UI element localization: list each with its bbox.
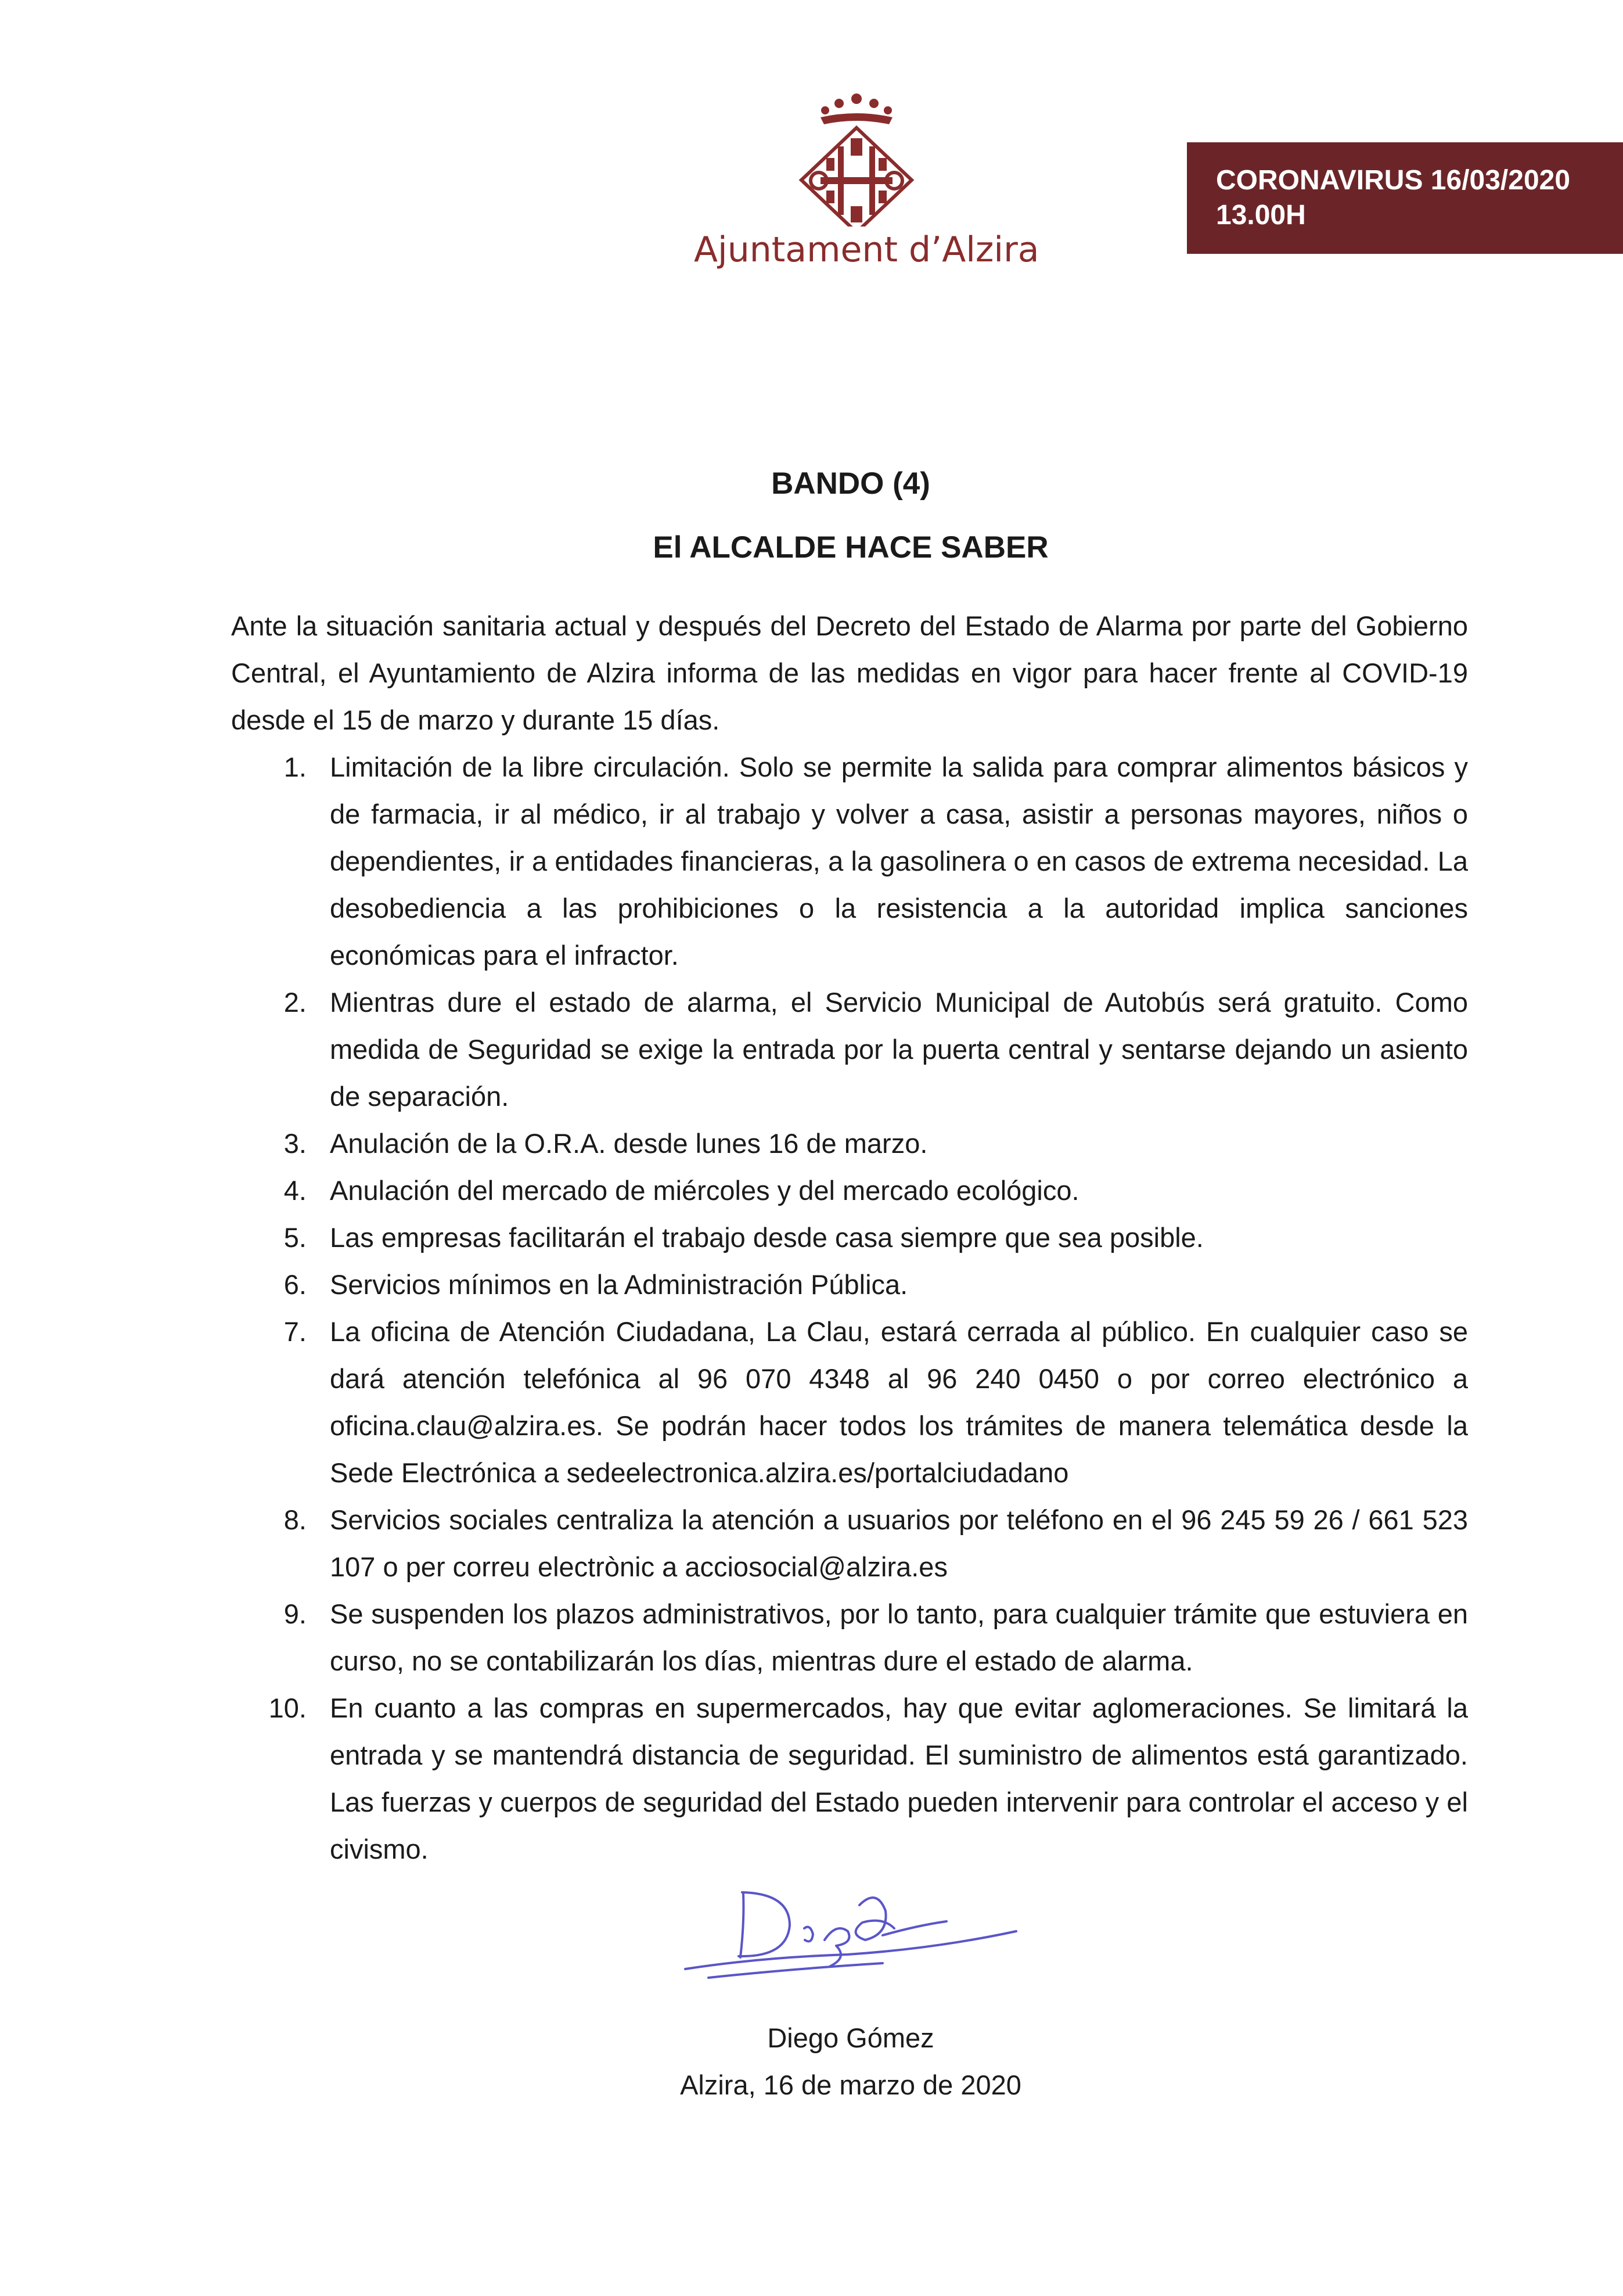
- date-badge: [1187, 142, 1623, 254]
- list-item: [231, 1308, 1468, 1496]
- document-heading: [0, 452, 1623, 580]
- list-item-number: 4.: [283, 1175, 307, 1206]
- list-item: [231, 1167, 1468, 1214]
- document-subtitle: El ALCALDE HACE SABER: [653, 530, 1049, 565]
- signatory-name: Diego Gómez: [767, 2022, 934, 2053]
- intro-paragraph: Ante la situación sanitaria actual y después del Decreto del Estado de Alarma por parte del Gobierno Central, el Ayuntamiento de Alzira informa de las medidas en vigor para hacer frente al COVID-19 desde el 15 de marzo y durante 15 días.: [231, 610, 1468, 735]
- coat-of-arms-icon: [694, 93, 1019, 227]
- badge-time: 13.00H: [1216, 200, 1306, 231]
- list-item-text: Anulación del mercado de miércoles y del mercado ecológico.: [330, 1175, 1079, 1206]
- list-item-text: Anulación de la O.R.A. desde lunes 16 de marzo.: [330, 1128, 928, 1159]
- list-item-text: En cuanto a las compras en supermercados, hay que evitar aglomeraciones. Se limitará la entrada y se mantendrá distancia de seguridad. El suministro de alimentos está garantizado. Las fuerzas y cuerpos de seguridad del Estado pueden intervenir para controlar el acceso y el civismo.: [330, 1693, 1468, 1864]
- list-item: [231, 1684, 1468, 1873]
- document-body: [231, 602, 1468, 1873]
- list-item-number: 8.: [283, 1504, 307, 1535]
- list-item-number: 6.: [283, 1269, 307, 1300]
- list-item-text: Las empresas facilitarán el trabajo desde casa siempre que sea posible.: [330, 1222, 1204, 1253]
- list-item-number: 7.: [283, 1316, 307, 1347]
- list-item-number: 2.: [283, 987, 307, 1018]
- list-item-text: Se suspenden los plazos administrativos, por lo tanto, para cualquier trámite que estuviera en curso, no se contabilizarán los días, mientras dure el estado de alarma.: [330, 1598, 1468, 1676]
- signature-icon: [674, 1870, 1022, 1992]
- list-item: [231, 743, 1468, 979]
- list-item: [231, 1590, 1468, 1684]
- list-item-number: 10.: [268, 1693, 307, 1723]
- list-item-text: Servicios mínimos en la Administración Pública.: [330, 1269, 908, 1300]
- list-item: [231, 1214, 1468, 1261]
- municipal-logo: [694, 93, 1039, 285]
- list-item: [231, 1496, 1468, 1590]
- logo-text: Ajuntament d’Alzira: [694, 229, 1039, 270]
- signatory-block: [0, 2014, 1623, 2108]
- list-item: [231, 1261, 1468, 1308]
- list-item-text: Servicios sociales centraliza la atención a usuarios por teléfono en el 96 245 59 26 / 661 523 107 o per correu electrònic a acciosocial@alzira.es: [330, 1504, 1468, 1582]
- badge-title: CORONAVIRUS 16/03/2020: [1216, 165, 1571, 196]
- list-item: [231, 979, 1468, 1120]
- list-item-number: 9.: [283, 1598, 307, 1629]
- list-item-number: 3.: [283, 1128, 307, 1159]
- list-item-text: La oficina de Atención Ciudadana, La Clau, estará cerrada al público. En cualquier caso se dará atención telefónica al 96 070 4348 al 96 240 0450 o por correo electrónico a oficina.clau@alzira.es. Se podrán hacer todos los trámites de manera telemática desde la Sede Electrónica a sedeelectronica.alzira.es/portalciudadano: [330, 1316, 1468, 1488]
- document-title: BANDO (4): [771, 466, 930, 501]
- list-item-text: Limitación de la libre circulación. Solo se permite la salida para comprar alimentos básicos y de farmacia, ir al médico, ir al trabajo y volver a casa, asistir a personas mayores, niños o dependientes, ir a entidades financieras, a la gasolinera o en casos de extrema necesidad. La desobediencia a las prohibiciones o la resistencia a la autoridad implica sanciones económicas para el infractor.: [330, 752, 1468, 971]
- list-item-number: 5.: [283, 1222, 307, 1253]
- list-item-text: Mientras dure el estado de alarma, el Servicio Municipal de Autobús será gratuito. Como medida de Seguridad se exige la entrada por la puerta central y sentarse dejando un asiento de separación.: [330, 987, 1468, 1112]
- handwritten-signature: [674, 1870, 1022, 1992]
- measures-list: [231, 743, 1468, 1873]
- list-item-number: 1.: [283, 752, 307, 782]
- place-date: Alzira, 16 de marzo de 2020: [680, 2069, 1021, 2100]
- list-item: [231, 1120, 1468, 1167]
